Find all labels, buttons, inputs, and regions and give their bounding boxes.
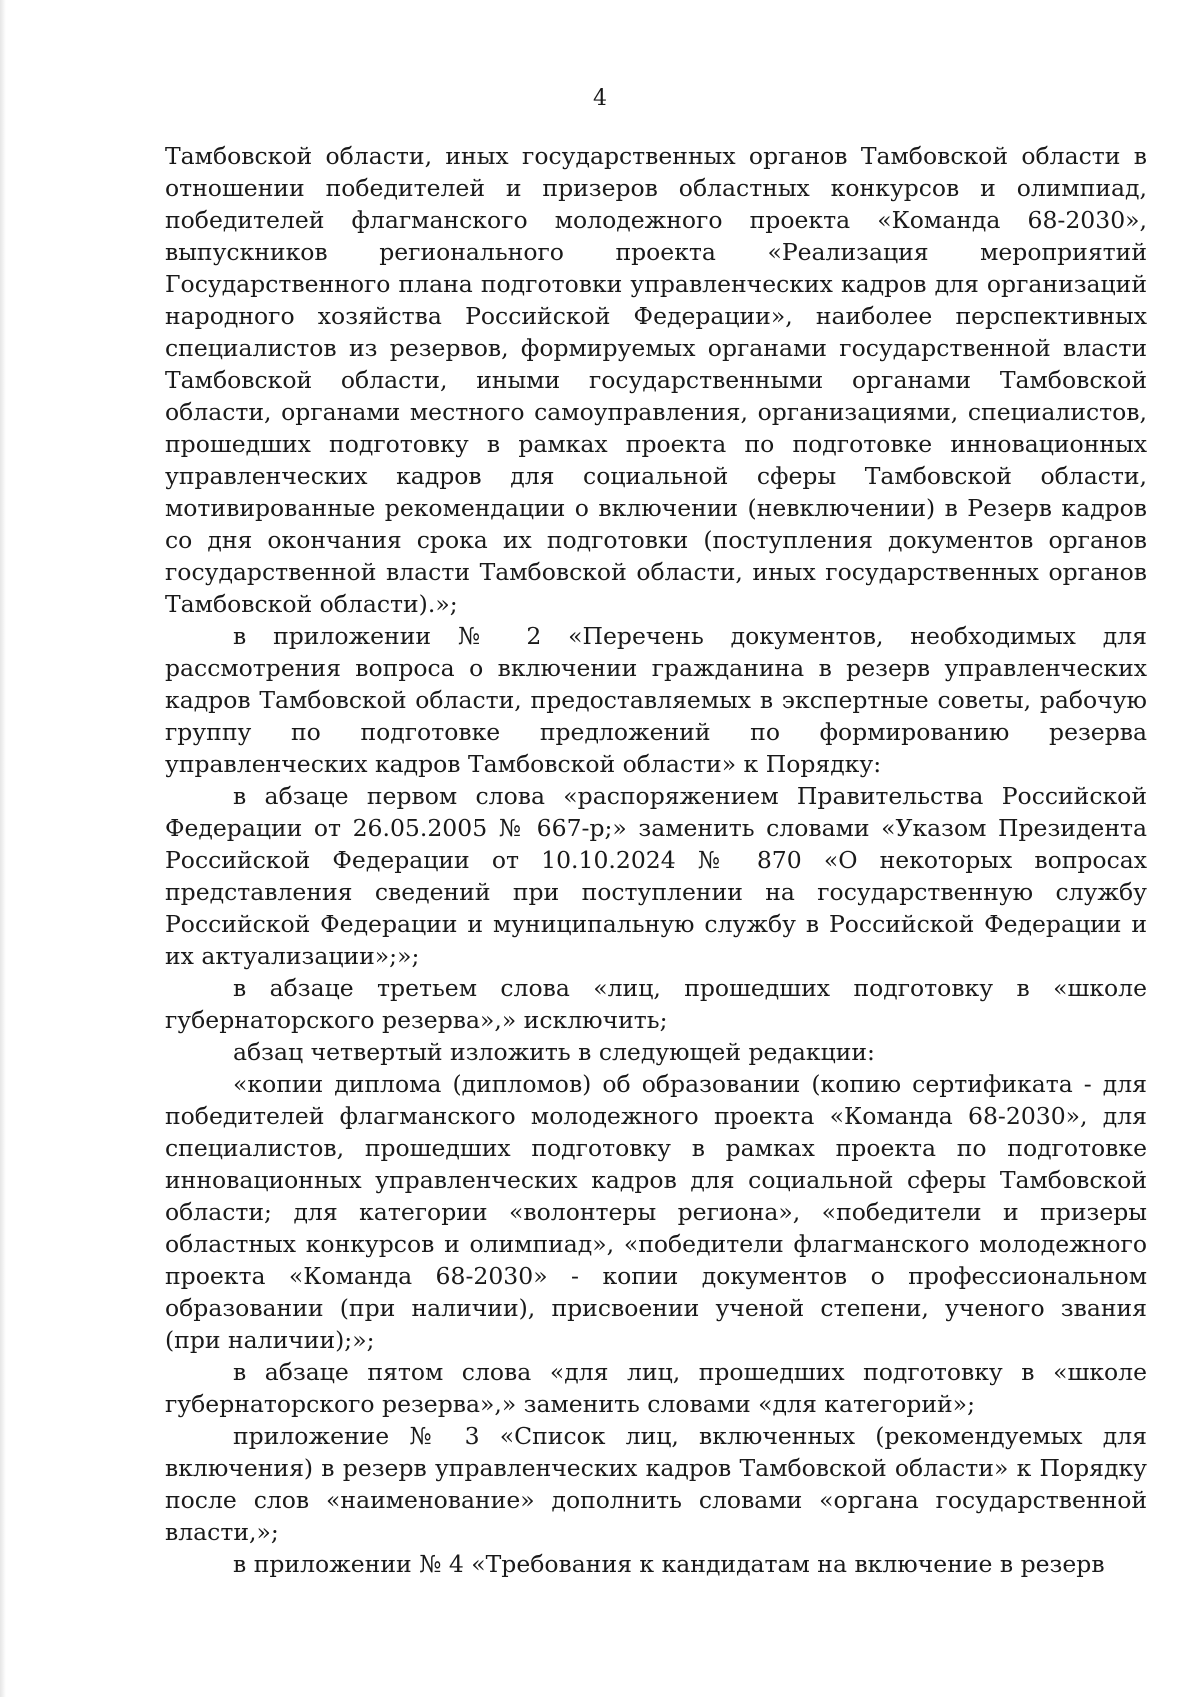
paragraph: абзац четвертый изложить в следующей редакции: xyxy=(233,1038,875,1066)
document-body xyxy=(165,140,1147,1580)
paragraph: в абзаце первом слова «распоряжением Правительства Российской Федерации от 26.05.2005 № 667-р;» заменить словами «Указом Президента Российской Федерации от 10.10.2024 № 870 «О некоторых вопросах представления сведений при поступлении на государственную службу Российской Федерации и муниципальную службу в Российской Федерации и их актуализации»;»; xyxy=(165,782,1147,970)
paragraph: в абзаце пятом слова «для лиц, прошедших подготовку в «школе губернаторского резерва»,» заменить словами «для категорий»; xyxy=(165,1358,1147,1418)
paragraph: приложение № 3 «Список лиц, включенных (рекомендуемых для включения) в резерв управленческих кадров Тамбовской области» к Порядку после слов «наименование» дополнить словами «органа государственной власти,»; xyxy=(165,1422,1147,1546)
paragraph: в приложении № 4 «Требования к кандидатам на включение в резерв xyxy=(233,1550,1105,1578)
paragraph: «копии диплома (дипломов) об образовании (копию сертификата - для победителей флагманского молодежного проекта «Команда 68-2030», для специалистов, прошедших подготовку в рамках проекта по подготовке инновационных управленческих кадров для социальной сферы Тамбовской области; для категории «волонтеры региона», «победители и призеры областных конкурсов и олимпиад», «победители флагманского молодежного проекта «Команда 68-2030» - копии документов о профессиональном образовании (при наличии), присвоении ученой степени, ученого звания (при наличии);»; xyxy=(165,1070,1147,1354)
paragraph: Тамбовской области, иных государственных органов Тамбовской области в отношении победителей и призеров областных конкурсов и олимпиад, победителей флагманского молодежного проекта «Команда 68-2030», выпускников регионального проекта «Реализация мероприятий Государственного плана подготовки управленческих кадров для организаций народного хозяйства Российской Федерации», наиболее перспективных специалистов из резервов, формируемых органами государственной власти Тамбовской области, иными государственными органами Тамбовской области, органами местного самоуправления, организациями, специалистов, прошедших подготовку в рамках проекта по подготовке инновационных управленческих кадров для социальной сферы Тамбовской области, мотивированные рекомендации о включении (невключении) в Резерв кадров со дня окончания срока их подготовки (поступления документов органов государственной власти Тамбовской области, иных государственных органов Тамбовской области).»; xyxy=(165,142,1147,618)
scan-edge xyxy=(0,0,6,1697)
paragraph: в абзаце третьем слова «лиц, прошедших подготовку в «школе губернаторского резерва»,» исключить; xyxy=(165,974,1147,1034)
page-number: 4 xyxy=(593,86,607,111)
paragraph: в приложении № 2 «Перечень документов, необходимых для рассмотрения вопроса о включении гражданина в резерв управленческих кадров Тамбовской области, предоставляемых в экспертные советы, рабочую группу по подготовке предложений по формированию резерва управленческих кадров Тамбовской области» к Порядку: xyxy=(165,622,1147,778)
